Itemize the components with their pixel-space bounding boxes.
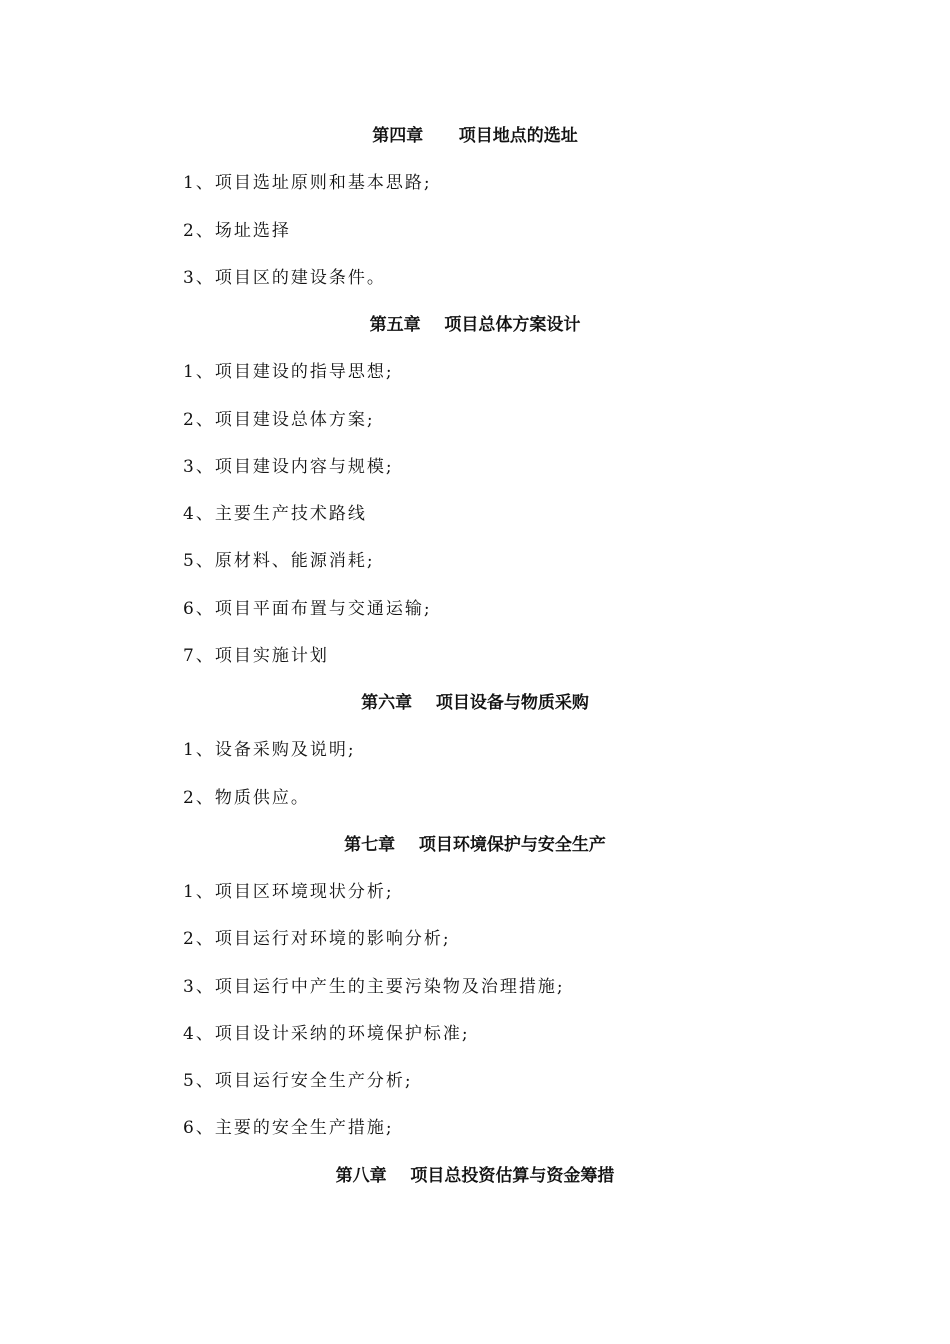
list-item: 2、项目建设总体方案;	[183, 410, 375, 430]
chapter-5-heading: 第五章 项目总体方案设计	[369, 315, 581, 335]
chapter-7-heading: 第七章 项目环境保护与安全生产	[344, 835, 606, 855]
list-item: 2、场址选择	[183, 221, 291, 241]
list-item: 4、项目设计采纳的环境保护标准;	[183, 1024, 470, 1044]
list-item: 5、项目运行安全生产分析;	[183, 1071, 413, 1091]
list-item: 3、项目建设内容与规模;	[183, 457, 394, 477]
list-item: 4、主要生产技术路线	[183, 504, 367, 524]
list-item: 6、项目平面布置与交通运输;	[183, 599, 432, 619]
chapter-6-heading: 第六章 项目设备与物质采购	[361, 693, 589, 713]
list-item: 5、原材料、能源消耗;	[183, 551, 375, 571]
list-item: 1、项目建设的指导思想;	[183, 362, 394, 382]
list-item: 1、项目区环境现状分析;	[183, 882, 394, 902]
chapter-4-heading: 第四章 项目地点的选址	[372, 126, 578, 146]
list-item: 7、项目实施计划	[183, 646, 329, 666]
list-item: 2、项目运行对环境的影响分析;	[183, 929, 451, 949]
list-item: 3、项目区的建设条件。	[183, 268, 386, 288]
list-item: 1、项目选址原则和基本思路;	[183, 173, 432, 193]
list-item: 6、主要的安全生产措施;	[183, 1118, 394, 1138]
list-item: 2、物质供应。	[183, 788, 310, 808]
chapter-8-heading: 第八章 项目总投资估算与资金筹措	[335, 1166, 615, 1186]
list-item: 3、项目运行中产生的主要污染物及治理措施;	[183, 977, 565, 997]
list-item: 1、设备采购及说明;	[183, 740, 356, 760]
